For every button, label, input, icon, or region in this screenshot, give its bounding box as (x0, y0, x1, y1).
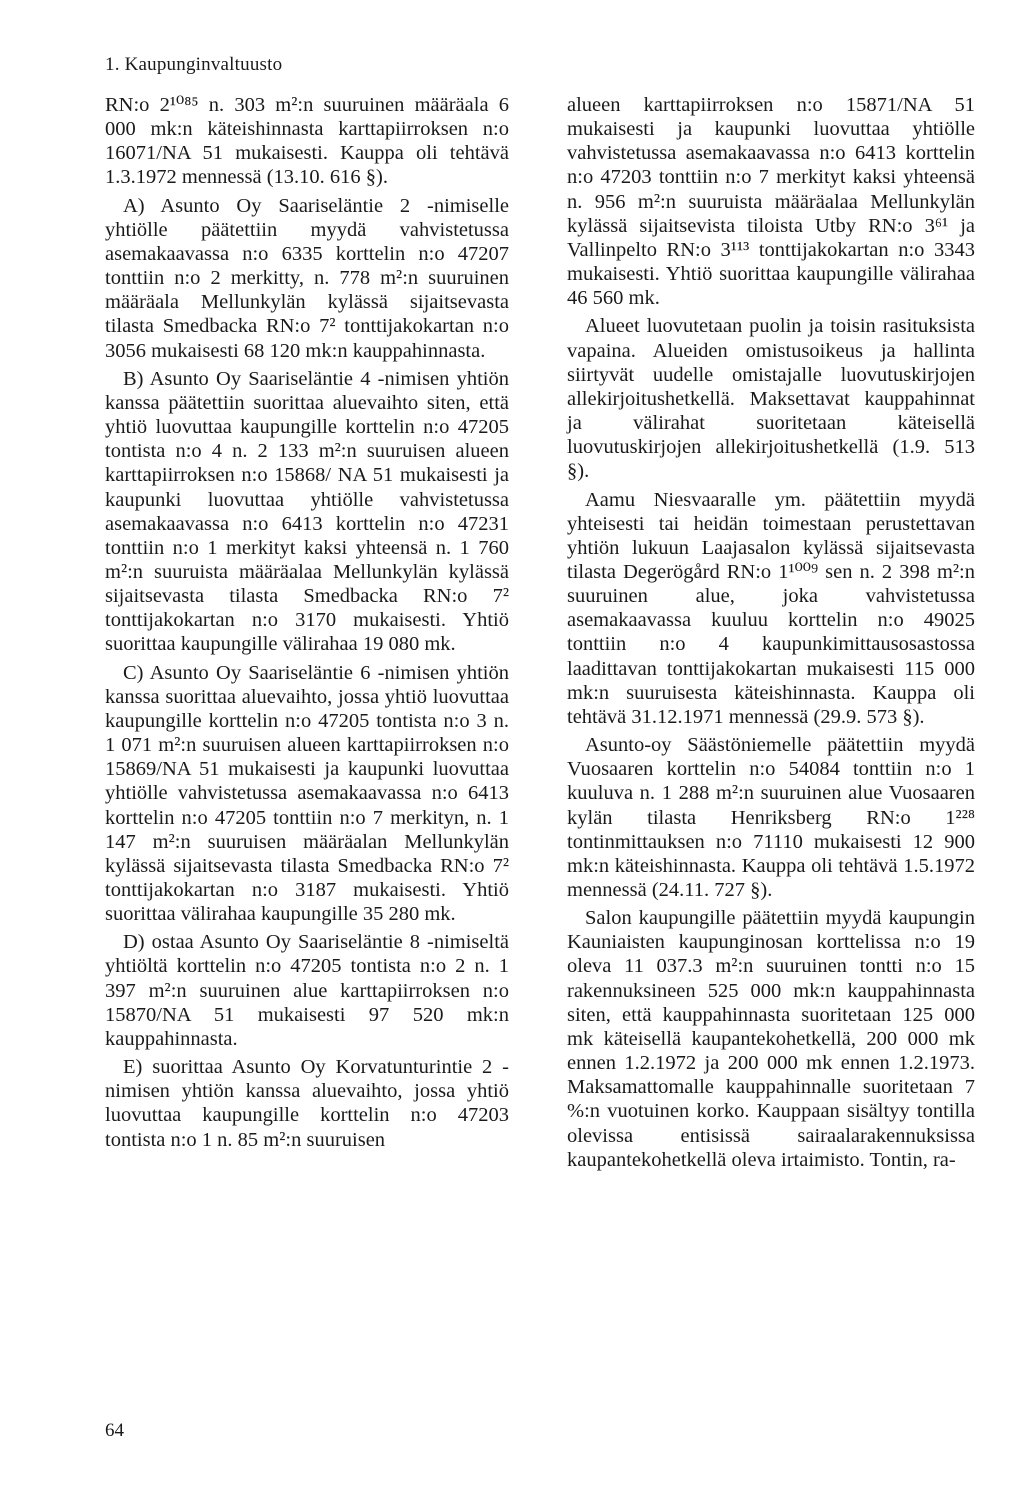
paragraph: Salon kaupungille päätettiin myydä kaupungin Kauniaisten kaupunginosan korttelissa n:o 19 oleva 11 037.3 m²:n suuruinen tontti n:o 15 rakennuksineen 525 000 mk:n kauppahinnasta siten, että kauppahinnasta suoritetaan 125 000 mk käteisellä kaupantekohetkellä, 200 000 mk ennen 1.2.1972 ja 200 000 mk ennen 1.2.1973. Maksamattomalle kauppahinnalle suoritetaan 7 %:n vuotuinen korko. Kauppaan sisältyy tontilla olevissa entisissä sairaalarakennuksissa kaupantekohetkellä oleva irtaimisto. Tontin, ra- (567, 907, 975, 1171)
left-column (105, 93, 509, 1156)
paragraph: Asunto-oy Säästöniemelle päätettiin myydä Vuosaaren korttelin n:o 54084 tonttiin n:o 1 kuuluva n. 1 288 m²:n suuruinen alue Vuosaaren kylän tilasta Henriksberg RN:o 1²²⁸ tontinmittauksen n:o 71110 mukaisesti 12 900 mk:n käteishinnasta. Kauppa oli tehtävä 1.5.1972 mennessä (24.11. 727 §). (567, 734, 975, 901)
right-column (567, 93, 975, 1176)
paragraph: C) Asunto Oy Saariseläntie 6 -nimisen yhtiön kanssa suorittaa aluevaihto, jossa yhtiö luovuttaa kaupungille korttelin n:o 47205 tontista n:o 3 n. 1 071 m²:n suuruisen alueen karttapiirroksen n:o 15869/NA 51 mukaisesti ja kaupunki luovuttaa yhtiölle vahvistetussa asemakaavassa n:o 6413 korttelin n:o 47205 tonttiin n:o 7 merkityn, n. 1 147 m²:n suuruisen määräalan Mellunkylän kylässä sijaitsevasta tilasta Smedbacka RN:o 7² tonttijakokartan n:o 3187 mukaisesti. Yhtiö suorittaa välirahaa kaupungille 35 280 mk. (105, 661, 509, 926)
paragraph: RN:o 2¹⁰⁸⁵ n. 303 m²:n suuruinen määräala 6 000 mk:n käteishinnasta karttapiirroksen n:o 16071/NA 51 mukaisesti. Kauppa oli tehtävä 1.3.1972 mennessä (13.10. 616 §). (105, 94, 509, 189)
paragraph: E) suorittaa Asunto Oy Korvatunturintie 2 -nimisen yhtiön kanssa aluevaihto, jossa yhtiö luovuttaa kaupungille korttelin n:o 47203 tontista n:o 1 n. 85 m²:n suuruisen (105, 1056, 509, 1151)
paragraph: D) ostaa Asunto Oy Saariseläntie 8 -nimiseltä yhtiöltä korttelin n:o 47205 tontista n:o 2 n. 1 397 m²:n suuruinen alue karttapiirroksen n:o 15870/NA 51 mukaisesti 97 520 mk:n kauppahinnasta. (105, 931, 509, 1050)
paragraph: Aamu Niesvaaralle ym. päätettiin myydä yhteisesti tai heidän toimestaan perustettavan yhtiön lukuun Laajasalon kylässä sijaitsevasta tilasta Degerögård RN:o 1¹⁰⁰⁹ sen n. 2 398 m²:n suuruinen alue, joka vahvistetussa asemakaavassa kuuluu korttelin n:o 49025 tonttiin n:o 4 kaupunkimittausosastossa laadittavan tonttijakokartan mukaisesti 115 000 mk:n suuruisesta käteishinnasta. Kauppa oli tehtävä 31.12.1971 mennessä (29.9. 573 §). (567, 488, 975, 728)
section-header: 1. Kaupunginvaltuusto (105, 54, 283, 75)
paragraph: B) Asunto Oy Saariseläntie 4 -nimisen yhtiön kanssa päätettiin suorittaa aluevaihto siten, että yhtiö luovuttaa kaupungille korttelin n:o 47205 tontista n:o 4 n. 2 133 m²:n suuruisen alueen karttapiirroksen n:o 15868/ NA 51 mukaisesti ja kaupunki luovuttaa yhtiölle vahvistetussa asemakaavassa n:o 6413 korttelin n:o 47231 tonttiin n:o 1 merkityt kaksi yhteensä n. 1 760 m²:n suuruista määräalaa Mellunkylän kylässä sijaitsevasta tilasta Smedbacka RN:o 7² tonttijakokartan n:o 3170 mukaisesti. Yhtiö suorittaa kaupungille välirahaa 19 080 mk. (105, 367, 509, 656)
paragraph: alueen karttapiirroksen n:o 15871/NA 51 mukaisesti ja kaupunki luovuttaa yhtiölle vahvistetussa asemakaavassa n:o 6413 korttelin n:o 47203 tonttiin n:o 7 merkityt kaksi yhteensä n. 956 m²:n suuruista määräalaa Mellunkylän kylässä sijaitsevista tiloista Utby RN:o 3⁶¹ ja Vallinpelto RN:o 3¹¹³ tonttijakokartan n:o 3343 mukaisesti. Yhtiö suorittaa kaupungille välirahaa 46 560 mk. (567, 94, 975, 310)
page-number: 64 (105, 1420, 124, 1441)
paragraph: Alueet luovutetaan puolin ja toisin rasituksista vapaina. Alueiden omistusoikeus ja hallinta siirtyvät uudelle omistajalle luovutuskirjojen allekirjoitushetkellä. Maksettavat kauppahinnat ja välirahat suoritetaan käteisellä luovutuskirjojen allekirjoitushetkellä (1.9. 513 §). (567, 315, 975, 483)
paragraph: A) Asunto Oy Saariseläntie 2 -nimiselle yhtiölle päätettiin myydä vahvistetussa asemakaavassa n:o 6335 korttelin n:o 47207 tonttiin n:o 2 merkitty, n. 778 m²:n suuruinen määräala Mellunkylän kylässä sijaitsevasta tilasta Smedbacka RN:o 7² tonttijakokartan n:o 3056 mukaisesti 68 120 mk:n kauppahinnasta. (105, 194, 509, 362)
